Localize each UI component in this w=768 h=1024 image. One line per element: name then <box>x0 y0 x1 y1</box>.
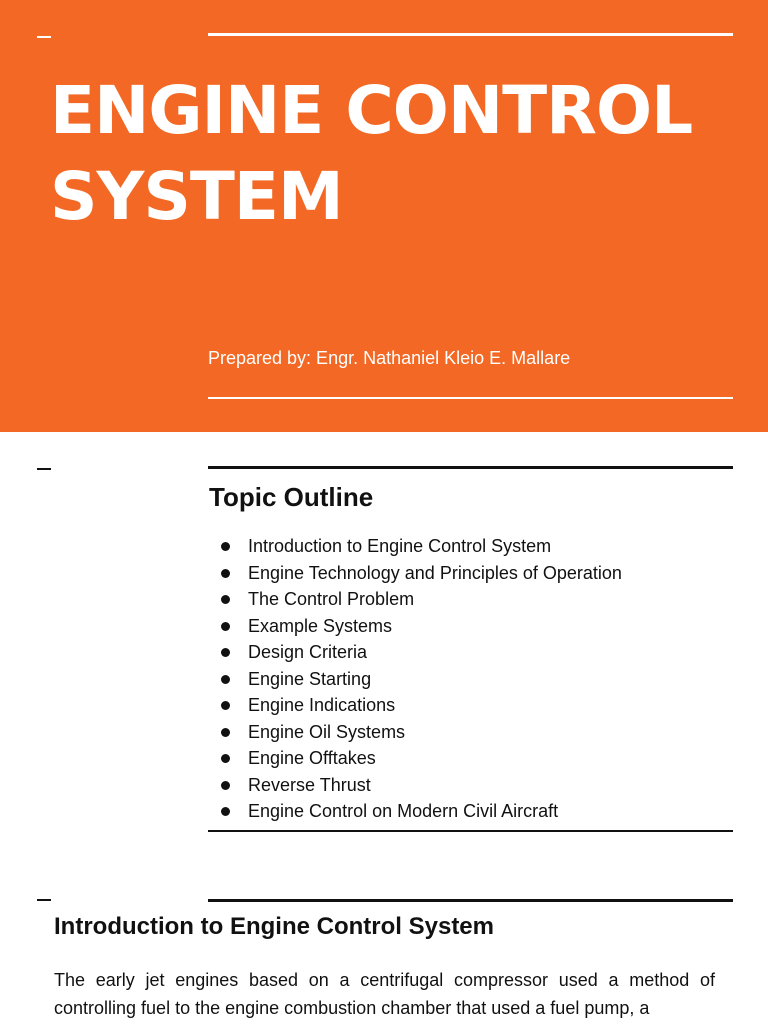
section-dash <box>37 899 51 901</box>
list-item-label: Reverse Thrust <box>248 774 371 795</box>
bullet-icon <box>221 781 230 790</box>
list-item <box>218 745 622 772</box>
title-line-2: SYSTEM <box>50 158 343 235</box>
intro-heading: Introduction to Engine Control System <box>54 913 494 940</box>
list-item-label: Engine Control on Modern Civil Aircraft <box>248 801 559 821</box>
corner-dash <box>37 36 51 38</box>
intro-top-rule <box>208 899 733 902</box>
list-item-label: The Control Problem <box>248 589 415 609</box>
list-item-label: Introduction to Engine Control System <box>248 536 552 556</box>
list-item-label: Engine Offtakes <box>248 748 376 768</box>
bullet-icon <box>221 595 230 604</box>
bullet-icon <box>221 622 230 631</box>
list-item <box>218 560 622 587</box>
list-item-label: Engine Starting <box>248 668 372 689</box>
bullet-icon <box>221 675 230 684</box>
list-item <box>218 666 622 693</box>
title-line-1: ENGINE CONTROL <box>50 72 693 149</box>
list-item-label: Example Systems <box>248 615 393 636</box>
header-top-rule <box>208 33 733 36</box>
bullet-icon <box>221 648 230 657</box>
bullet-icon <box>221 542 230 551</box>
bullet-icon <box>221 569 230 578</box>
list-item-label: Engine Oil Systems <box>248 721 406 742</box>
section-dash <box>37 468 51 470</box>
list-item <box>218 772 622 799</box>
list-item <box>218 692 622 719</box>
list-item-label: Design Criteria <box>248 642 368 662</box>
list-item <box>218 533 622 560</box>
outline-bottom-rule <box>208 830 733 832</box>
list-item <box>218 613 622 640</box>
list-item <box>218 639 622 666</box>
list-item <box>218 798 622 825</box>
list-item <box>218 719 622 746</box>
title-header <box>0 0 768 432</box>
intro-paragraph: The early jet engines based on a centrifugal compressor used a method of controlling fuel to the engine combustion chamber that used a fuel pump, a <box>54 970 715 1018</box>
prepared-by: Prepared by: Engr. Nathaniel Kleio E. Mallare <box>208 348 571 368</box>
list-item-label: Engine Indications <box>248 695 396 715</box>
list-item-label: Engine Technology and Principles of Operation <box>248 562 622 583</box>
bullet-icon <box>221 807 230 816</box>
outline-top-rule <box>208 466 733 469</box>
header-bottom-rule <box>208 397 733 399</box>
bullet-icon <box>221 754 230 763</box>
bullet-icon <box>221 728 230 737</box>
outline-heading: Topic Outline <box>209 482 374 512</box>
document-title <box>50 68 750 240</box>
outline-list <box>218 533 622 825</box>
list-item <box>218 586 622 613</box>
bullet-icon <box>221 701 230 710</box>
